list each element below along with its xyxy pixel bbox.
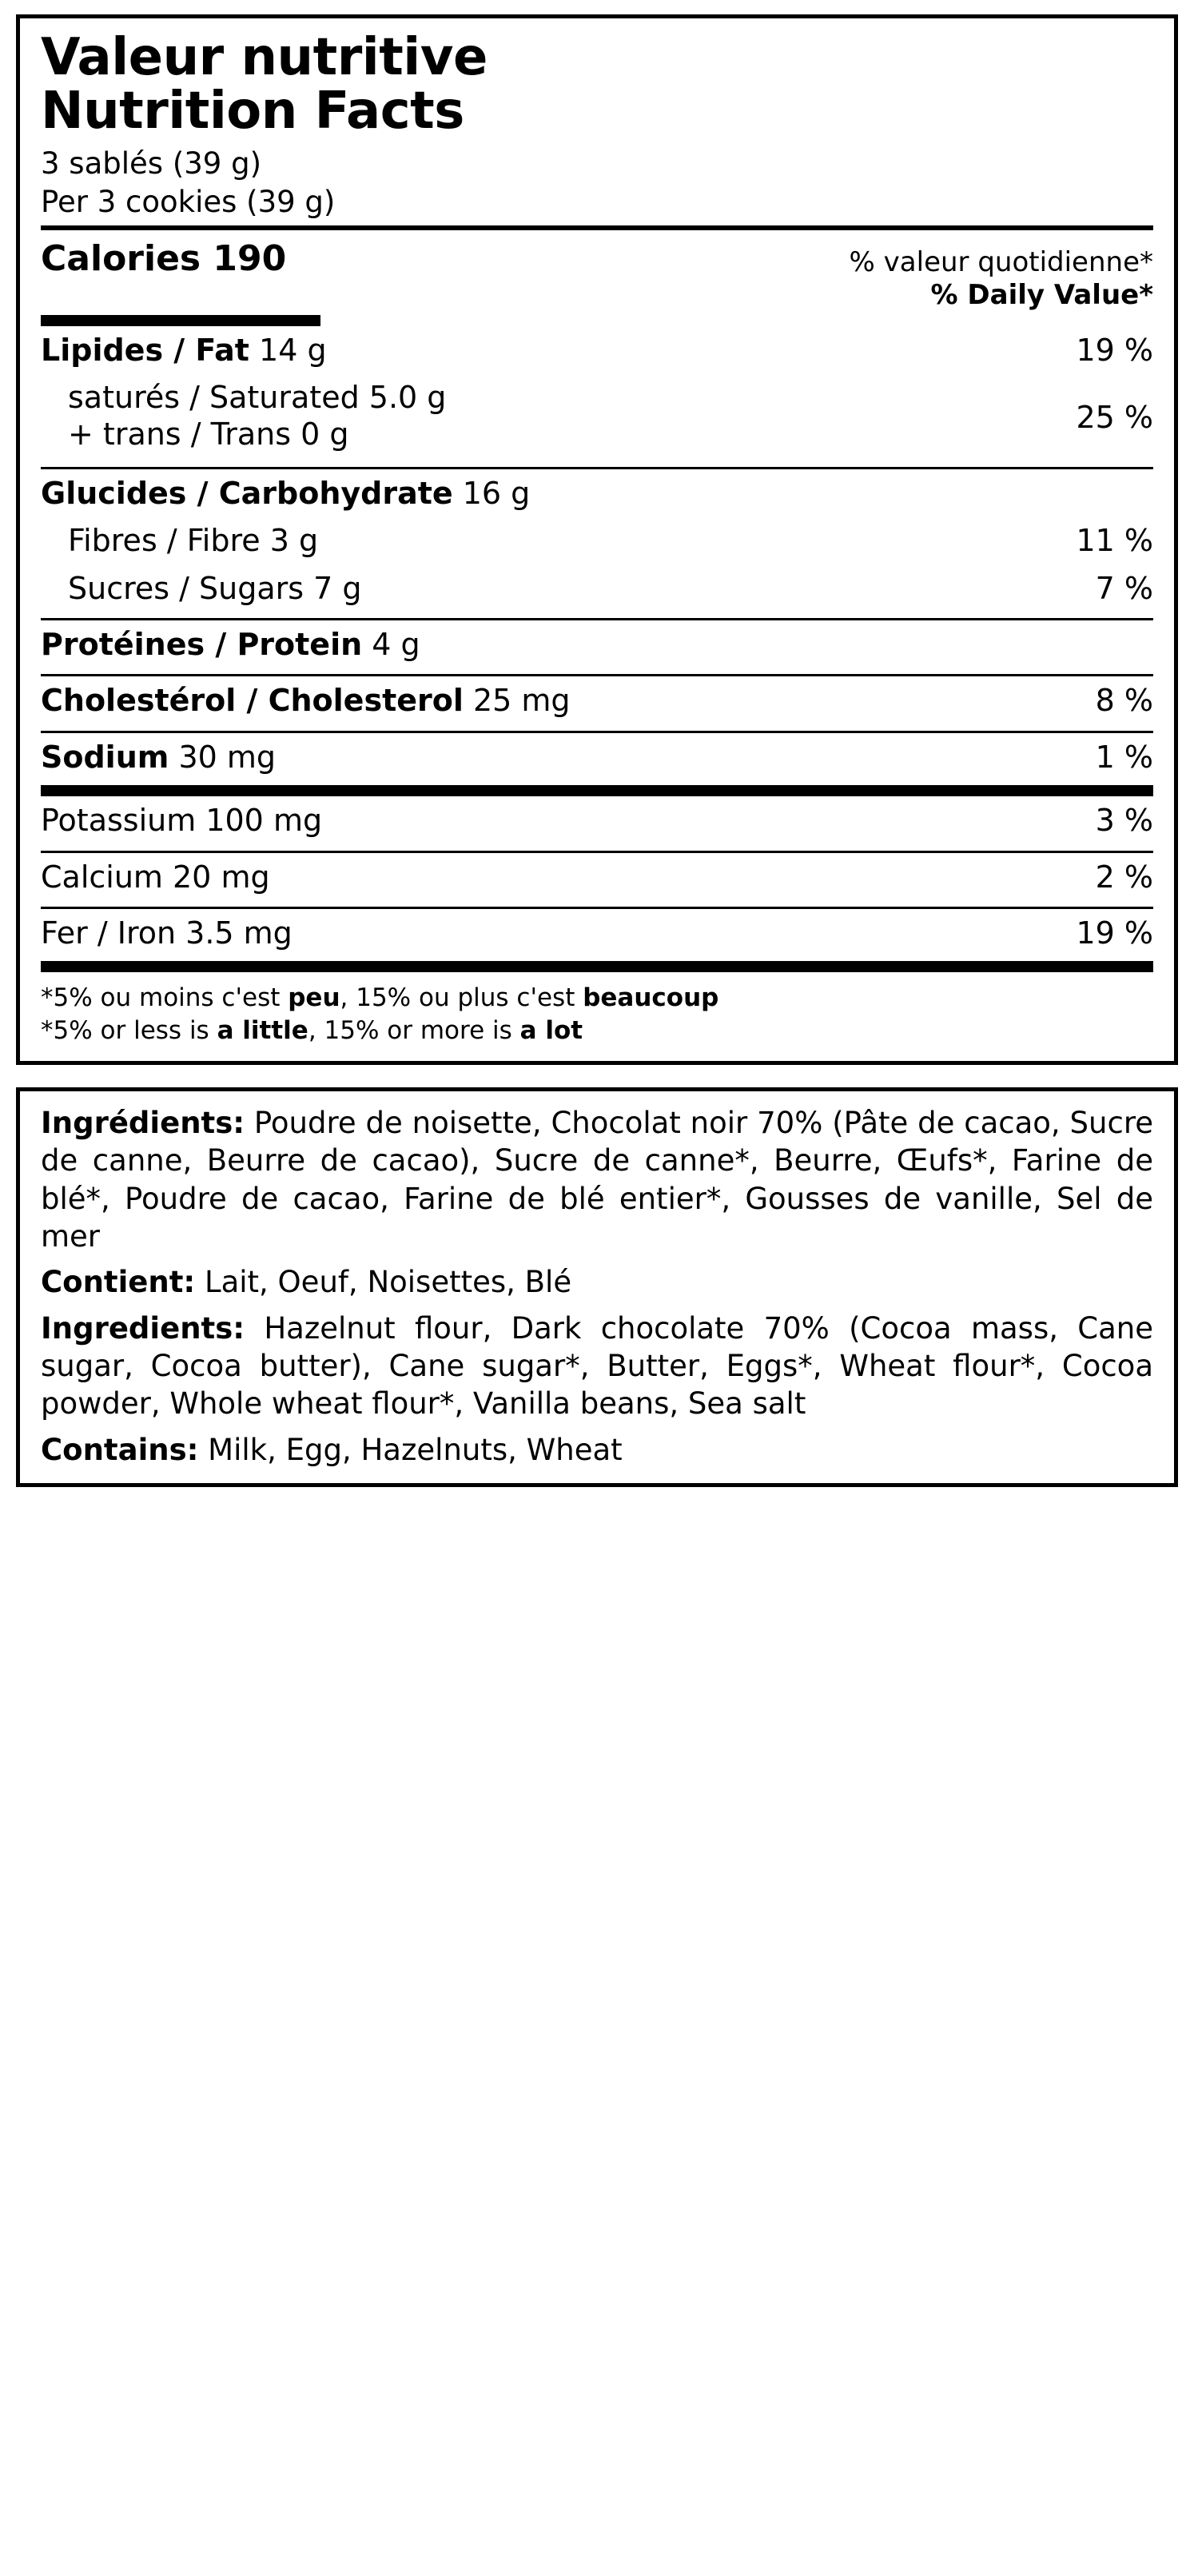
- footnote-en-bold1: a little: [217, 1015, 308, 1045]
- contains-english-text: Milk, Egg, Hazelnuts, Wheat: [198, 1432, 623, 1467]
- footnote-fr-bold2: beaucoup: [583, 983, 719, 1013]
- contains-english: [41, 1431, 1153, 1469]
- nutrient-name-potassium: Potassium 100 mg: [41, 803, 323, 839]
- footnote: [41, 972, 1153, 1047]
- footnote-fr-text1: *5% ou moins c'est: [41, 983, 289, 1013]
- ingredients-english-text: Hazelnut flour, Dark chocolate 70% (Cocoa mass, Cane sugar, Cocoa butter), Cane sugar*, Butter, Eggs*, Wheat flour*, Cocoa powder, Whole wheat flour*, Vanilla beans, Sea salt: [41, 1310, 1153, 1422]
- daily-value-sodium: 1 %: [1095, 739, 1153, 775]
- nutrition-facts-panel: [16, 14, 1178, 1065]
- divider-above-potassium: [41, 785, 1153, 796]
- table-row: [41, 326, 1153, 373]
- ingredients-panel: [16, 1087, 1178, 1487]
- ingredients-french-text: Poudre de noisette, Chocolat noir 70% (Pâte de cacao, Sucre de canne, Beurre de cacao), Sucre de canne*, Beurre, Œufs*, Farine de blé*, Poudre de cacao, Farine de blé entier*, Gousses de vanille, Sel de mer: [41, 1105, 1153, 1254]
- nutrient-amount: 25 mg: [463, 683, 571, 719]
- daily-value-iron: 19 %: [1076, 915, 1153, 951]
- table-row: [41, 620, 1153, 668]
- footnote-fr-bold1: peu: [288, 983, 340, 1013]
- nutrient-amount: 14 g: [249, 332, 327, 368]
- serving-size-english: Per 3 cookies (39 g): [41, 184, 336, 219]
- table-row: [41, 796, 1153, 843]
- footnote-french: [41, 982, 1153, 1014]
- nutrient-label-bold: Protéines / Protein: [41, 627, 363, 663]
- daily-value-calcium: 2 %: [1095, 859, 1153, 895]
- calories-row: [41, 230, 1153, 312]
- nutrient-name-saturated-trans: [41, 379, 1061, 453]
- footnote-english: [41, 1015, 1153, 1047]
- table-row: [41, 516, 1153, 564]
- table-row: [41, 373, 1153, 461]
- nutrient-name-fibre: Fibres / Fibre 3 g: [68, 523, 319, 559]
- title-french: Valeur nutritive: [41, 28, 488, 87]
- ingredients-english: [41, 1310, 1153, 1423]
- daily-value-sugars: 7 %: [1095, 570, 1153, 606]
- nutrient-name-calcium: Calcium 20 mg: [41, 859, 270, 895]
- nutrient-saturated: saturés / Saturated 5.0 g: [68, 380, 447, 416]
- daily-value-header-english: % Daily Value*: [930, 278, 1153, 311]
- daily-value-fibre: 11 %: [1076, 523, 1153, 559]
- nutrient-trans: + trans / Trans 0 g: [68, 417, 349, 453]
- daily-value-potassium: 3 %: [1095, 803, 1153, 839]
- nutrient-name-fat: [41, 332, 1061, 369]
- nutrient-amount: 16 g: [452, 476, 531, 512]
- table-row: [41, 733, 1153, 780]
- nutrient-name-protein: [41, 626, 1139, 663]
- table-row: [41, 676, 1153, 724]
- nutrient-label-bold: Cholestérol / Cholesterol: [41, 683, 464, 719]
- nutrient-name-carbohydrate: [41, 475, 1139, 512]
- nutrient-name-cholesterol: [41, 682, 1081, 719]
- nutrient-amount: 30 mg: [169, 739, 277, 775]
- footnote-en-text1: *5% or less is: [41, 1015, 217, 1045]
- table-row: [41, 469, 1153, 516]
- ingredients-french: [41, 1104, 1153, 1255]
- daily-value-header: [850, 238, 1153, 312]
- daily-value-saturated-trans: 25 %: [1076, 399, 1153, 435]
- ingredients-french-label: Ingrédients:: [41, 1105, 245, 1140]
- nutrient-label-bold: Sodium: [41, 739, 169, 775]
- nutrient-name-sugars: Sucres / Sugars 7 g: [68, 570, 362, 606]
- table-row: [41, 853, 1153, 900]
- contains-french-label: Contient:: [41, 1265, 196, 1300]
- serving-size-french: 3 sablés (39 g): [41, 146, 262, 181]
- calories-value: Calories 190: [41, 238, 287, 280]
- nutrient-label-bold: Glucides / Carbohydrate: [41, 476, 453, 512]
- daily-value-fat: 19 %: [1076, 332, 1153, 368]
- divider-above-footnote: [41, 961, 1153, 972]
- contains-english-label: Contains:: [41, 1432, 199, 1467]
- table-row: [41, 909, 1153, 956]
- footnote-fr-text2: , 15% ou plus c'est: [340, 983, 583, 1013]
- divider-below-calories: [41, 315, 320, 326]
- table-row: [41, 564, 1153, 612]
- contains-french-text: Lait, Oeuf, Noisettes, Blé: [195, 1265, 572, 1300]
- nutrient-amount: 4 g: [362, 627, 420, 663]
- nutrition-title-fr: [41, 28, 1153, 142]
- nutrient-label-bold: Lipides / Fat: [41, 332, 249, 368]
- footnote-en-text2: , 15% or more is: [308, 1015, 520, 1045]
- nutrient-name-sodium: [41, 739, 1081, 776]
- daily-value-header-french: % valeur quotidienne*: [849, 246, 1153, 279]
- title-english: Nutrition Facts: [41, 82, 464, 142]
- contains-french: [41, 1263, 1153, 1301]
- footnote-en-bold2: a lot: [519, 1015, 583, 1045]
- nutrient-name-iron: Fer / Iron 3.5 mg: [41, 915, 293, 951]
- daily-value-cholesterol: 8 %: [1095, 683, 1153, 719]
- ingredients-english-label: Ingredients:: [41, 1310, 245, 1346]
